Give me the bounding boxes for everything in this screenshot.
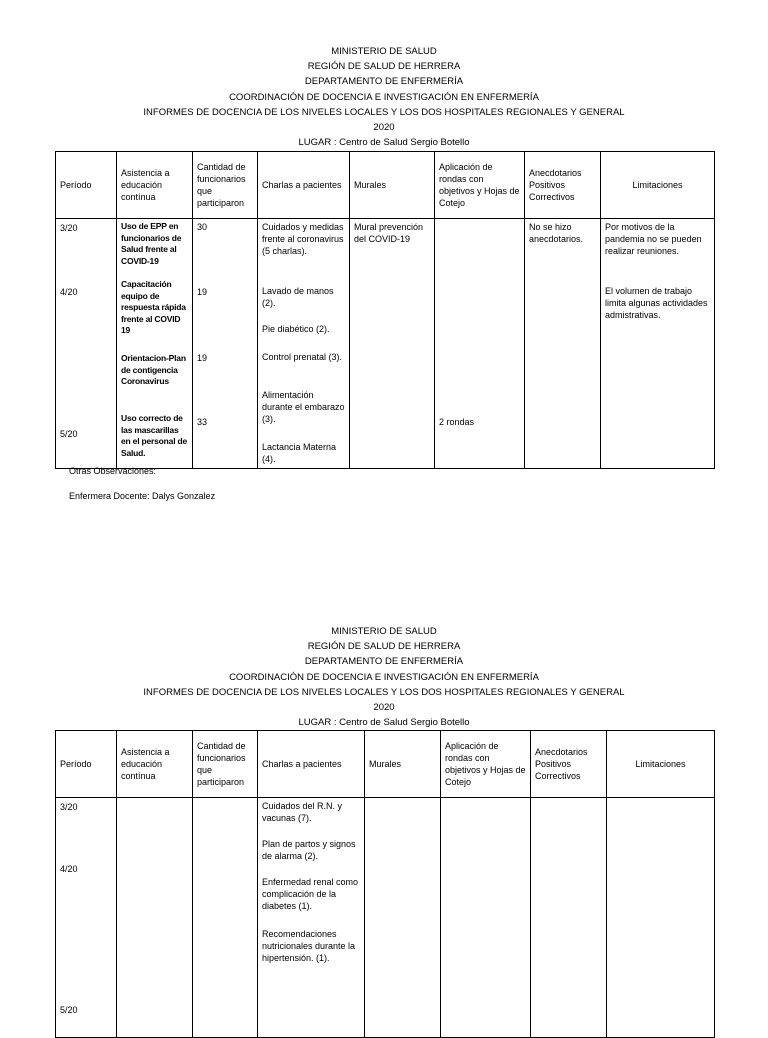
charla-item: Pie diabético (2). <box>262 324 330 334</box>
col-asistencia: Asistencia a educación contínua <box>117 731 193 798</box>
asistencia-item: Uso correcto de las mascarillas en el personal de Salud. <box>121 413 188 458</box>
period-label: 4/20 <box>60 287 78 297</box>
region-title: REGIÓN DE SALUD DE HERRERA <box>307 61 461 73</box>
cantidad-value: 30 <box>197 222 208 232</box>
cantidad-value: 19 <box>197 287 208 297</box>
asistencia-cell <box>117 219 193 469</box>
cantidad-value: 19 <box>197 353 208 363</box>
col-periodo: Período <box>56 731 117 798</box>
asistencia-cell <box>117 798 193 1038</box>
department-title: DEPARTAMENTO DE ENFERMERÍA <box>304 656 464 668</box>
table-header-row <box>56 731 715 798</box>
col-asistencia: Asistencia a educación contínua <box>117 152 193 219</box>
aplicacion-value: 2 rondas <box>439 417 475 427</box>
limitacion-item: Por motivos de la pandemia no se pueden realizar reuniones. <box>605 222 702 256</box>
aplicacion-cell <box>435 219 525 469</box>
charla-item: Control prenatal (3). <box>262 352 343 362</box>
limitaciones-cell <box>601 219 715 469</box>
charla-item: Enfermedad renal como complicación de la diabetes (1). <box>262 877 359 911</box>
report-location: LUGAR : Centro de Salud Sergio Botello <box>298 717 470 729</box>
report-header <box>0 44 768 150</box>
charla-item: Cuidados y medidas frente al coronavirus (5 charlas). <box>262 222 344 256</box>
col-limitaciones: Limitaciones <box>607 731 715 798</box>
ministry-title: MINISTERIO DE SALUD <box>331 626 437 637</box>
col-limitaciones: Limitaciones <box>601 152 715 219</box>
charla-item: Lavado de manos (2). <box>262 286 334 308</box>
otras-observaciones: Otras Observaciones: <box>69 466 157 476</box>
col-aplicacion: Aplicación de rondas con objetivos y Hojas de Cotejo <box>441 731 531 798</box>
report-title: INFORMES DE DOCENCIA DE LOS NIVELES LOCALES Y LOS DOS HOSPITALES REGIONALES Y GENERAL <box>143 686 625 698</box>
period-label: 3/20 <box>60 802 78 812</box>
aplicacion-cell <box>441 798 531 1038</box>
anecdotarios-cell <box>531 798 607 1038</box>
cantidad-cell <box>193 798 258 1038</box>
period-label: 4/20 <box>60 864 78 874</box>
charla-item: Lactancia Materna (4). <box>262 442 337 464</box>
col-aplicacion: Aplicación de rondas con objetivos y Hojas de Cotejo <box>435 152 525 219</box>
report-year: 2020 <box>373 122 395 134</box>
charla-item: Plan de partos y signos de alarma (2). <box>262 839 356 861</box>
anecdotarios-cell <box>525 219 601 469</box>
murales-cell <box>365 798 441 1038</box>
report-table-1 <box>55 151 715 469</box>
anecdotario-value: No se hizo anecdotarios. <box>529 222 584 244</box>
charla-item: Alimentación durante el embarazo (3). <box>262 390 345 424</box>
region-title: REGIÓN DE SALUD DE HERRERA <box>307 641 461 653</box>
period-label: 5/20 <box>60 429 78 439</box>
report-location: LUGAR : Centro de Salud Sergio Botello <box>298 137 470 149</box>
enfermera-docente: Enfermera Docente: Dalys Gonzalez <box>69 491 216 501</box>
charla-item: Cuidados del R.N. y vacunas (7). <box>262 801 343 823</box>
limitacion-item: El volumen de trabajo limita algunas actividades admistrativas. <box>605 286 708 320</box>
department-title: DEPARTAMENTO DE ENFERMERÍA <box>304 76 464 88</box>
periodo-cell <box>56 219 117 469</box>
table-row <box>56 798 715 1038</box>
charlas-cell <box>258 798 365 1038</box>
periodo-cell <box>56 798 117 1038</box>
col-cantidad: Cantidad de funcionarios que participaron <box>193 152 258 219</box>
col-charlas: Charlas a pacientes <box>258 731 365 798</box>
col-murales: Murales <box>350 152 435 219</box>
table-row <box>56 219 715 469</box>
limitaciones-cell <box>607 798 715 1038</box>
asistencia-item: Orientacion-Plan de contigencia Coronavirus <box>121 353 186 387</box>
col-murales: Murales <box>365 731 441 798</box>
col-periodo: Período <box>56 152 117 219</box>
charlas-cell <box>258 219 350 469</box>
col-charlas: Charlas a pacientes <box>258 152 350 219</box>
asistencia-item: Capacitación equipo de respuesta rápida frente al COVID 19 <box>121 279 186 336</box>
ministry-title: MINISTERIO DE SALUD <box>331 46 437 57</box>
cantidad-value: 33 <box>197 417 208 427</box>
col-anecdotarios: Anecdotarios Positivos Correctivos <box>525 152 601 219</box>
period-label: 5/20 <box>60 1005 78 1015</box>
charla-item: Recomendaciones nutricionales durante la hipertensión. (1). <box>262 929 356 963</box>
table-header-row <box>56 152 715 219</box>
report-header-2 <box>0 624 768 730</box>
period-label: 3/20 <box>60 223 78 233</box>
report-year: 2020 <box>373 702 395 714</box>
mural-item: Mural prevención del COVID-19 <box>354 222 424 244</box>
col-anecdotarios: Anecdotarios Positivos Correctivos <box>531 731 607 798</box>
col-cantidad: Cantidad de funcionarios que participaron <box>193 731 258 798</box>
asistencia-item: Uso de EPP en funcionarios de Salud frente al COVID-19 <box>121 221 182 266</box>
murales-cell <box>350 219 435 469</box>
report-title: INFORMES DE DOCENCIA DE LOS NIVELES LOCALES Y LOS DOS HOSPITALES REGIONALES Y GENERAL <box>143 106 625 118</box>
coordination-title: COORDINACIÓN DE DOCENCIA E INVESTIGACIÓN EN ENFERMERÍA <box>229 91 539 103</box>
coordination-title: COORDINACIÓN DE DOCENCIA E INVESTIGACIÓN EN ENFERMERÍA <box>229 671 539 683</box>
cantidad-cell <box>193 219 258 469</box>
report-table-2 <box>55 730 715 1038</box>
